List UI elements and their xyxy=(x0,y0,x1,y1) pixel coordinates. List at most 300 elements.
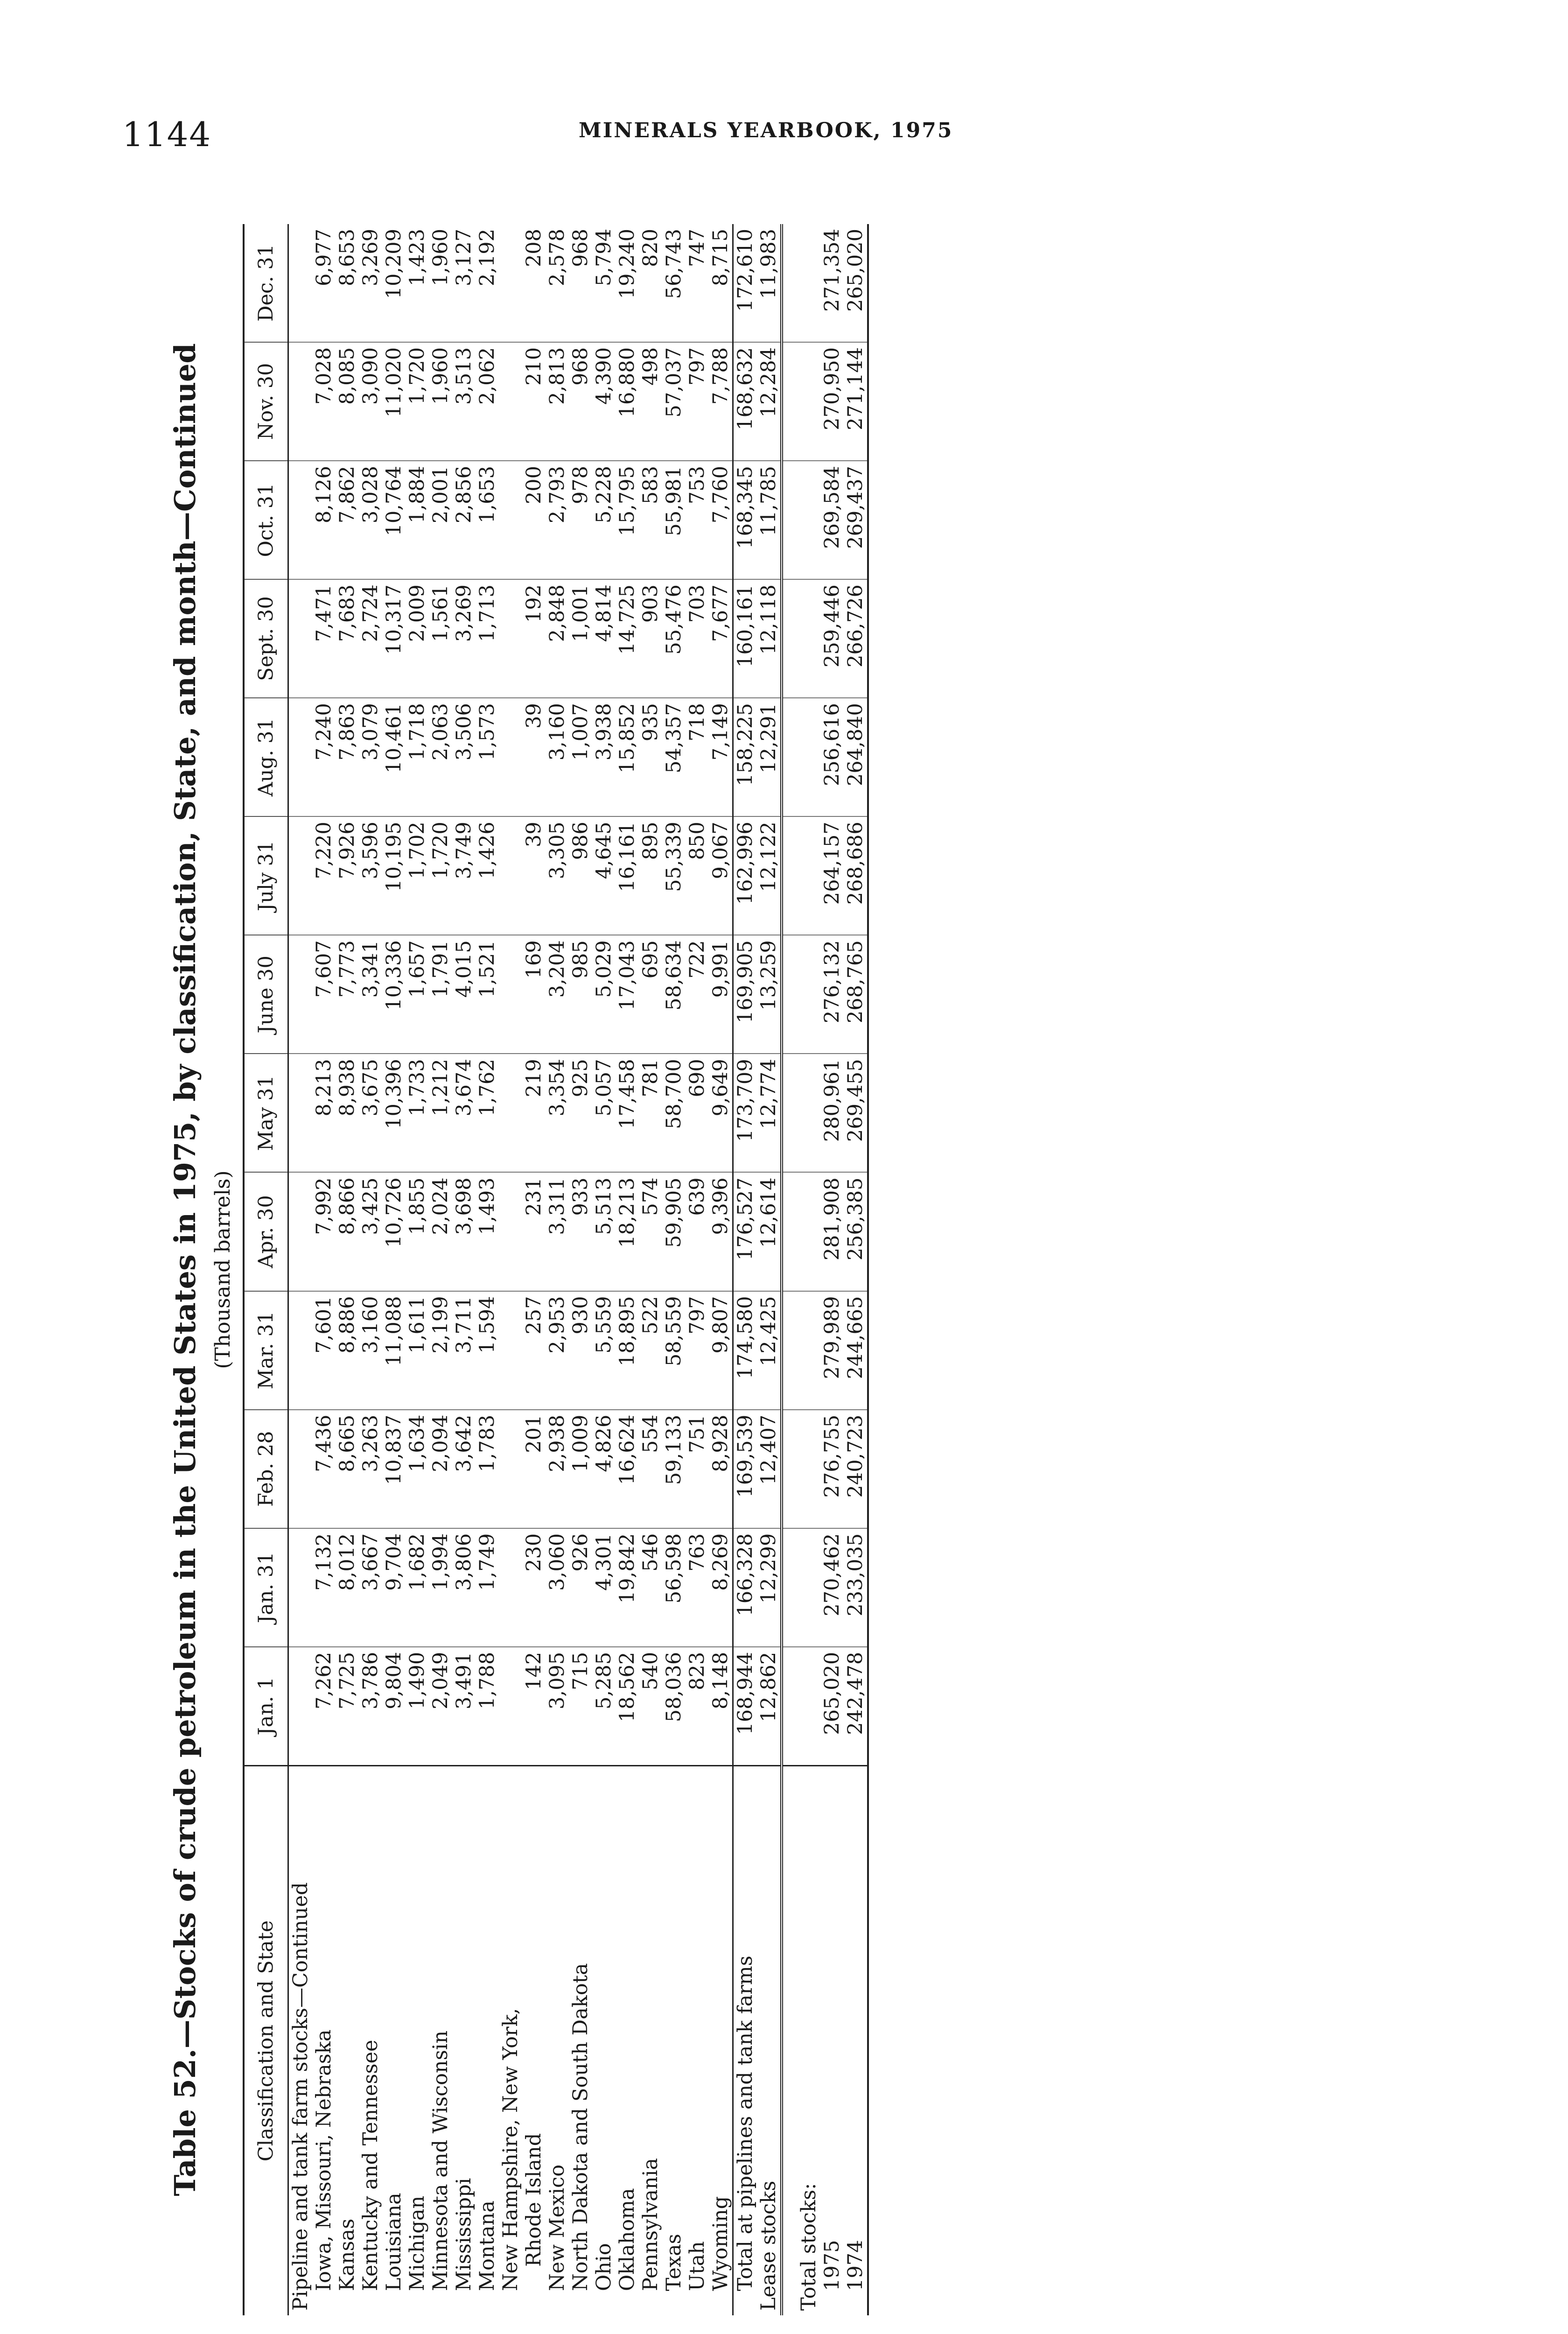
cell-value: 2,001 xyxy=(429,461,452,579)
cell-value: 9,704 xyxy=(382,1528,406,1647)
cell-value: 12,291 xyxy=(757,698,782,816)
cell-value xyxy=(288,1054,313,1172)
cell-value: 546 xyxy=(639,1528,662,1647)
row-label: Ohio xyxy=(592,1766,616,2316)
table-title: Table 52.—Stocks of crude petroleum in the United States in 1975, by classification, State, and month—Continued xyxy=(168,343,202,2196)
table-row xyxy=(522,224,546,2315)
cell-value: 7,149 xyxy=(709,698,733,816)
cell-value: 9,649 xyxy=(709,1054,733,1172)
cell-value: 56,598 xyxy=(662,1528,686,1647)
cell-value: 7,926 xyxy=(336,816,359,935)
cell-value: 3,596 xyxy=(359,816,382,935)
cell-value: 268,686 xyxy=(844,816,868,935)
cell-value: 3,060 xyxy=(546,1528,569,1647)
row-label: 1975 xyxy=(820,1766,844,2316)
cell-value: 2,024 xyxy=(429,1172,452,1291)
cell-value xyxy=(797,698,820,816)
cell-value: 8,665 xyxy=(336,1410,359,1528)
cell-value: 925 xyxy=(569,1054,592,1172)
row-label: Kentucky and Tennessee xyxy=(359,1766,382,2316)
cell-value: 3,095 xyxy=(546,1647,569,1766)
cell-value: 18,562 xyxy=(616,1647,639,1766)
cell-value: 169,539 xyxy=(733,1410,757,1528)
cell-value xyxy=(797,1291,820,1410)
row-label: New Mexico xyxy=(546,1766,569,2316)
cell-value xyxy=(499,1410,522,1528)
cell-value xyxy=(288,935,313,1054)
cell-value: 850 xyxy=(686,816,709,935)
cell-value xyxy=(797,935,820,1054)
cell-value: 1,634 xyxy=(406,1410,429,1528)
cell-value: 3,311 xyxy=(546,1172,569,1291)
cell-value xyxy=(782,1410,797,1528)
cell-value: 1,720 xyxy=(406,342,429,461)
cell-value: 2,192 xyxy=(476,224,499,342)
cell-value xyxy=(782,1291,797,1410)
cell-value xyxy=(782,1054,797,1172)
cell-value xyxy=(782,1647,797,1766)
cell-value xyxy=(499,698,522,816)
cell-value: 4,015 xyxy=(452,935,476,1054)
cell-value: 169,905 xyxy=(733,935,757,1054)
cell-value: 55,981 xyxy=(662,461,686,579)
row-label: Oklahoma xyxy=(616,1766,639,2316)
cell-value: 2,094 xyxy=(429,1410,452,1528)
cell-value: 142 xyxy=(522,1647,546,1766)
cell-value: 8,012 xyxy=(336,1528,359,1647)
cell-value: 18,895 xyxy=(616,1291,639,1410)
cell-value: 9,807 xyxy=(709,1291,733,1410)
cell-value: 259,446 xyxy=(820,579,844,698)
cell-value: 12,407 xyxy=(757,1410,782,1528)
row-label: Total at pipelines and tank farms xyxy=(733,1766,757,2316)
total-1974-row xyxy=(844,224,868,2315)
column-header-month: Apr. 30 xyxy=(244,1172,288,1291)
cell-value: 166,328 xyxy=(733,1528,757,1647)
cell-value xyxy=(782,816,797,935)
cell-value: 11,785 xyxy=(757,461,782,579)
cell-value: 2,578 xyxy=(546,224,569,342)
cell-value: 39 xyxy=(522,698,546,816)
cell-value: 1,960 xyxy=(429,224,452,342)
cell-value: 58,559 xyxy=(662,1291,686,1410)
cell-value xyxy=(782,342,797,461)
cell-value: 763 xyxy=(686,1528,709,1647)
cell-value: 2,724 xyxy=(359,579,382,698)
cell-value xyxy=(499,1054,522,1172)
cell-value: 926 xyxy=(569,1528,592,1647)
cell-value: 7,607 xyxy=(312,935,336,1054)
cell-value: 3,269 xyxy=(359,224,382,342)
row-label: Louisiana xyxy=(382,1766,406,2316)
table-row xyxy=(592,224,616,2315)
cell-value: 3,160 xyxy=(359,1291,382,1410)
cell-value: 3,506 xyxy=(452,698,476,816)
cell-value: 7,773 xyxy=(336,935,359,1054)
cell-value: 172,610 xyxy=(733,224,757,342)
cell-value: 7,601 xyxy=(312,1291,336,1410)
cell-value: 15,795 xyxy=(616,461,639,579)
cell-value: 12,299 xyxy=(757,1528,782,1647)
cell-value: 57,037 xyxy=(662,342,686,461)
cell-value xyxy=(499,1647,522,1766)
cell-value: 797 xyxy=(686,342,709,461)
cell-value: 1,762 xyxy=(476,1054,499,1172)
cell-value: 1,594 xyxy=(476,1291,499,1410)
row-label: Total stocks: xyxy=(797,1766,820,2316)
cell-value xyxy=(288,1528,313,1647)
cell-value: 722 xyxy=(686,935,709,1054)
cell-value: 5,285 xyxy=(592,1647,616,1766)
table-row xyxy=(639,224,662,2315)
cell-value: 11,983 xyxy=(757,224,782,342)
cell-value: 1,788 xyxy=(476,1647,499,1766)
cell-value: 903 xyxy=(639,579,662,698)
cell-value: 279,989 xyxy=(820,1291,844,1410)
cell-value: 16,880 xyxy=(616,342,639,461)
cell-value: 158,225 xyxy=(733,698,757,816)
cell-value: 1,653 xyxy=(476,461,499,579)
cell-value: 257 xyxy=(522,1291,546,1410)
cell-value: 1,791 xyxy=(429,935,452,1054)
cell-value xyxy=(782,579,797,698)
cell-value xyxy=(797,1410,820,1528)
cell-value: 276,132 xyxy=(820,935,844,1054)
cell-value: 1,611 xyxy=(406,1291,429,1410)
cell-value xyxy=(797,224,820,342)
cell-value xyxy=(499,816,522,935)
table-row xyxy=(616,224,639,2315)
cell-value: 2,848 xyxy=(546,579,569,698)
column-header-month: July 31 xyxy=(244,816,288,935)
column-header-month: Oct. 31 xyxy=(244,461,288,579)
cell-value: 1,682 xyxy=(406,1528,429,1647)
cell-value: 19,240 xyxy=(616,224,639,342)
cell-value: 753 xyxy=(686,461,709,579)
cell-value: 8,085 xyxy=(336,342,359,461)
cell-value xyxy=(782,698,797,816)
cell-value: 19,842 xyxy=(616,1528,639,1647)
cell-value xyxy=(797,816,820,935)
cell-value: 1,855 xyxy=(406,1172,429,1291)
cell-value: 233,035 xyxy=(844,1528,868,1647)
cell-value: 10,837 xyxy=(382,1410,406,1528)
cell-value xyxy=(288,224,313,342)
cell-value: 978 xyxy=(569,461,592,579)
cell-value: 10,764 xyxy=(382,461,406,579)
table-row xyxy=(709,224,733,2315)
cell-value: 15,852 xyxy=(616,698,639,816)
cell-value: 18,213 xyxy=(616,1172,639,1291)
column-header-month: Feb. 28 xyxy=(244,1410,288,1528)
cell-value: 168,632 xyxy=(733,342,757,461)
cell-value: 690 xyxy=(686,1054,709,1172)
cell-value: 1,490 xyxy=(406,1647,429,1766)
cell-value: 9,991 xyxy=(709,935,733,1054)
table-row xyxy=(452,224,476,2315)
row-label: Pennsylvania xyxy=(639,1766,662,2316)
cell-value: 11,088 xyxy=(382,1291,406,1410)
cell-value: 271,144 xyxy=(844,342,868,461)
cell-value xyxy=(288,1172,313,1291)
row-label: Wyoming xyxy=(709,1766,733,2316)
spacer-row xyxy=(782,224,797,2315)
cell-value: 5,559 xyxy=(592,1291,616,1410)
cell-value: 168,944 xyxy=(733,1647,757,1766)
cell-value: 265,020 xyxy=(820,1647,844,1766)
cell-value: 1,718 xyxy=(406,698,429,816)
cell-value: 169 xyxy=(522,935,546,1054)
cell-value: 7,788 xyxy=(709,342,733,461)
cell-value: 14,725 xyxy=(616,579,639,698)
column-header-month: Jan. 31 xyxy=(244,1528,288,1647)
cell-value: 935 xyxy=(639,698,662,816)
row-label: New Hampshire, New York, xyxy=(499,1766,522,2316)
cell-value: 174,580 xyxy=(733,1291,757,1410)
cell-value: 3,028 xyxy=(359,461,382,579)
cell-value: 242,478 xyxy=(844,1647,868,1766)
cell-value: 7,028 xyxy=(312,342,336,461)
cell-value: 200 xyxy=(522,461,546,579)
cell-value xyxy=(797,1647,820,1766)
cell-value xyxy=(499,579,522,698)
cell-value: 12,862 xyxy=(757,1647,782,1766)
cell-value: 2,199 xyxy=(429,1291,452,1410)
cell-value: 703 xyxy=(686,579,709,698)
cell-value: 1,573 xyxy=(476,698,499,816)
cell-value: 56,743 xyxy=(662,224,686,342)
cell-value: 3,938 xyxy=(592,698,616,816)
lease-stocks-row xyxy=(757,224,782,2315)
total-pipelines-row xyxy=(733,224,757,2315)
cell-value: 7,863 xyxy=(336,698,359,816)
cell-value: 3,698 xyxy=(452,1172,476,1291)
column-header-month: May 31 xyxy=(244,1054,288,1172)
cell-value: 3,786 xyxy=(359,1647,382,1766)
cell-value: 3,127 xyxy=(452,224,476,342)
cell-value xyxy=(797,342,820,461)
cell-value xyxy=(499,224,522,342)
column-header-month: Nov. 30 xyxy=(244,342,288,461)
cell-value: 895 xyxy=(639,816,662,935)
cell-value: 55,476 xyxy=(662,579,686,698)
cell-value: 3,667 xyxy=(359,1528,382,1647)
cell-value: 12,614 xyxy=(757,1172,782,1291)
cell-value xyxy=(782,935,797,1054)
cell-value: 39 xyxy=(522,816,546,935)
cell-value: 522 xyxy=(639,1291,662,1410)
cell-value: 8,715 xyxy=(709,224,733,342)
cell-value: 1,720 xyxy=(429,816,452,935)
row-label: Michigan xyxy=(406,1766,429,2316)
column-header-month: Aug. 31 xyxy=(244,698,288,816)
cell-value: 574 xyxy=(639,1172,662,1291)
cell-value: 168,345 xyxy=(733,461,757,579)
cell-value xyxy=(782,1528,797,1647)
stocks-table xyxy=(243,224,869,2315)
row-label: North Dakota and South Dakota xyxy=(569,1766,592,2316)
row-label: Lease stocks xyxy=(757,1766,782,2316)
row-label: Kansas xyxy=(336,1766,359,2316)
cell-value: 985 xyxy=(569,935,592,1054)
rotated-table-container xyxy=(168,224,989,2315)
cell-value: 930 xyxy=(569,1291,592,1410)
column-header-month: Jan. 1 xyxy=(244,1647,288,1766)
table-row xyxy=(569,224,592,2315)
cell-value: 639 xyxy=(686,1172,709,1291)
cell-value: 176,527 xyxy=(733,1172,757,1291)
cell-value: 208 xyxy=(522,224,546,342)
cell-value: 797 xyxy=(686,1291,709,1410)
cell-value: 271,354 xyxy=(820,224,844,342)
table-row xyxy=(382,224,406,2315)
table-row xyxy=(476,224,499,2315)
cell-value xyxy=(499,1172,522,1291)
cell-value: 7,471 xyxy=(312,579,336,698)
cell-value: 3,090 xyxy=(359,342,382,461)
table-header-row xyxy=(244,224,288,2315)
cell-value: 2,856 xyxy=(452,461,476,579)
cell-value: 781 xyxy=(639,1054,662,1172)
table-row xyxy=(429,224,452,2315)
table-row xyxy=(546,224,569,2315)
cell-value: 747 xyxy=(686,224,709,342)
cell-value: 2,063 xyxy=(429,698,452,816)
cell-value: 7,683 xyxy=(336,579,359,698)
cell-value: 173,709 xyxy=(733,1054,757,1172)
table-body xyxy=(288,224,868,2315)
cell-value: 231 xyxy=(522,1172,546,1291)
cell-value: 10,317 xyxy=(382,579,406,698)
row-label: Pipeline and tank farm stocks—Continued xyxy=(288,1766,313,2316)
cell-value: 3,749 xyxy=(452,816,476,935)
cell-value: 3,806 xyxy=(452,1528,476,1647)
cell-value: 58,700 xyxy=(662,1054,686,1172)
cell-value: 3,263 xyxy=(359,1410,382,1528)
cell-value: 5,057 xyxy=(592,1054,616,1172)
cell-value: 162,996 xyxy=(733,816,757,935)
cell-value: 8,928 xyxy=(709,1410,733,1528)
cell-value: 715 xyxy=(569,1647,592,1766)
cell-value: 1,493 xyxy=(476,1172,499,1291)
column-header-month: Sept. 30 xyxy=(244,579,288,698)
table-units: (Thousand barrels) xyxy=(211,1170,235,1369)
cell-value: 718 xyxy=(686,698,709,816)
row-label: Utah xyxy=(686,1766,709,2316)
cell-value: 269,437 xyxy=(844,461,868,579)
cell-value xyxy=(797,461,820,579)
cell-value: 12,774 xyxy=(757,1054,782,1172)
column-header-month: Dec. 31 xyxy=(244,224,288,342)
cell-value: 268,765 xyxy=(844,935,868,1054)
cell-value: 1,561 xyxy=(429,579,452,698)
cell-value: 3,674 xyxy=(452,1054,476,1172)
cell-value xyxy=(797,1172,820,1291)
cell-value: 4,826 xyxy=(592,1410,616,1528)
cell-value: 4,814 xyxy=(592,579,616,698)
cell-value: 9,067 xyxy=(709,816,733,935)
cell-value: 2,938 xyxy=(546,1410,569,1528)
cell-value: 10,195 xyxy=(382,816,406,935)
cell-value: 12,284 xyxy=(757,342,782,461)
cell-value: 7,677 xyxy=(709,579,733,698)
table-row xyxy=(686,224,709,2315)
cell-value: 265,020 xyxy=(844,224,868,342)
cell-value: 230 xyxy=(522,1528,546,1647)
page-number: 1144 xyxy=(122,115,212,154)
cell-value xyxy=(288,816,313,935)
row-label: Montana xyxy=(476,1766,499,2316)
cell-value: 7,436 xyxy=(312,1410,336,1528)
row-label: Rhode Island xyxy=(522,1766,546,2316)
cell-value xyxy=(499,1291,522,1410)
cell-value xyxy=(288,1291,313,1410)
cell-value: 8,126 xyxy=(312,461,336,579)
cell-value: 59,133 xyxy=(662,1410,686,1528)
cell-value: 266,726 xyxy=(844,579,868,698)
cell-value: 8,269 xyxy=(709,1528,733,1647)
cell-value xyxy=(499,1528,522,1647)
table-row xyxy=(312,224,336,2315)
cell-value: 270,950 xyxy=(820,342,844,461)
cell-value xyxy=(288,698,313,816)
cell-value: 751 xyxy=(686,1410,709,1528)
cell-value xyxy=(288,1410,313,1528)
cell-value xyxy=(797,1054,820,1172)
cell-value: 58,036 xyxy=(662,1647,686,1766)
cell-value: 1,001 xyxy=(569,579,592,698)
cell-value: 1,007 xyxy=(569,698,592,816)
cell-value xyxy=(288,342,313,461)
cell-value: 3,491 xyxy=(452,1647,476,1766)
cell-value: 4,390 xyxy=(592,342,616,461)
cell-value: 1,009 xyxy=(569,1410,592,1528)
cell-value: 160,161 xyxy=(733,579,757,698)
cell-value: 240,723 xyxy=(844,1410,868,1528)
cell-value: 7,262 xyxy=(312,1647,336,1766)
cell-value: 11,020 xyxy=(382,342,406,461)
cell-value: 540 xyxy=(639,1647,662,1766)
cell-value: 583 xyxy=(639,461,662,579)
cell-value: 5,794 xyxy=(592,224,616,342)
cell-value: 1,426 xyxy=(476,816,499,935)
cell-value: 264,157 xyxy=(820,816,844,935)
cell-value: 1,960 xyxy=(429,342,452,461)
cell-value: 12,118 xyxy=(757,579,782,698)
cell-value: 13,259 xyxy=(757,935,782,1054)
cell-value: 280,961 xyxy=(820,1054,844,1172)
cell-value: 1,702 xyxy=(406,816,429,935)
cell-value: 498 xyxy=(639,342,662,461)
cell-value: 59,905 xyxy=(662,1172,686,1291)
cell-value xyxy=(797,1528,820,1647)
cell-value: 7,240 xyxy=(312,698,336,816)
cell-value: 10,726 xyxy=(382,1172,406,1291)
running-head: MINERALS YEARBOOK, 1975 xyxy=(579,119,953,142)
cell-value: 2,953 xyxy=(546,1291,569,1410)
cell-value: 1,783 xyxy=(476,1410,499,1528)
cell-value: 16,624 xyxy=(616,1410,639,1528)
cell-value xyxy=(499,935,522,1054)
cell-value: 4,645 xyxy=(592,816,616,935)
cell-value: 10,461 xyxy=(382,698,406,816)
cell-value: 3,642 xyxy=(452,1410,476,1528)
cell-value: 270,462 xyxy=(820,1528,844,1647)
cell-value: 192 xyxy=(522,579,546,698)
cell-value: 8,148 xyxy=(709,1647,733,1766)
table-row xyxy=(336,224,359,2315)
cell-value: 2,009 xyxy=(406,579,429,698)
